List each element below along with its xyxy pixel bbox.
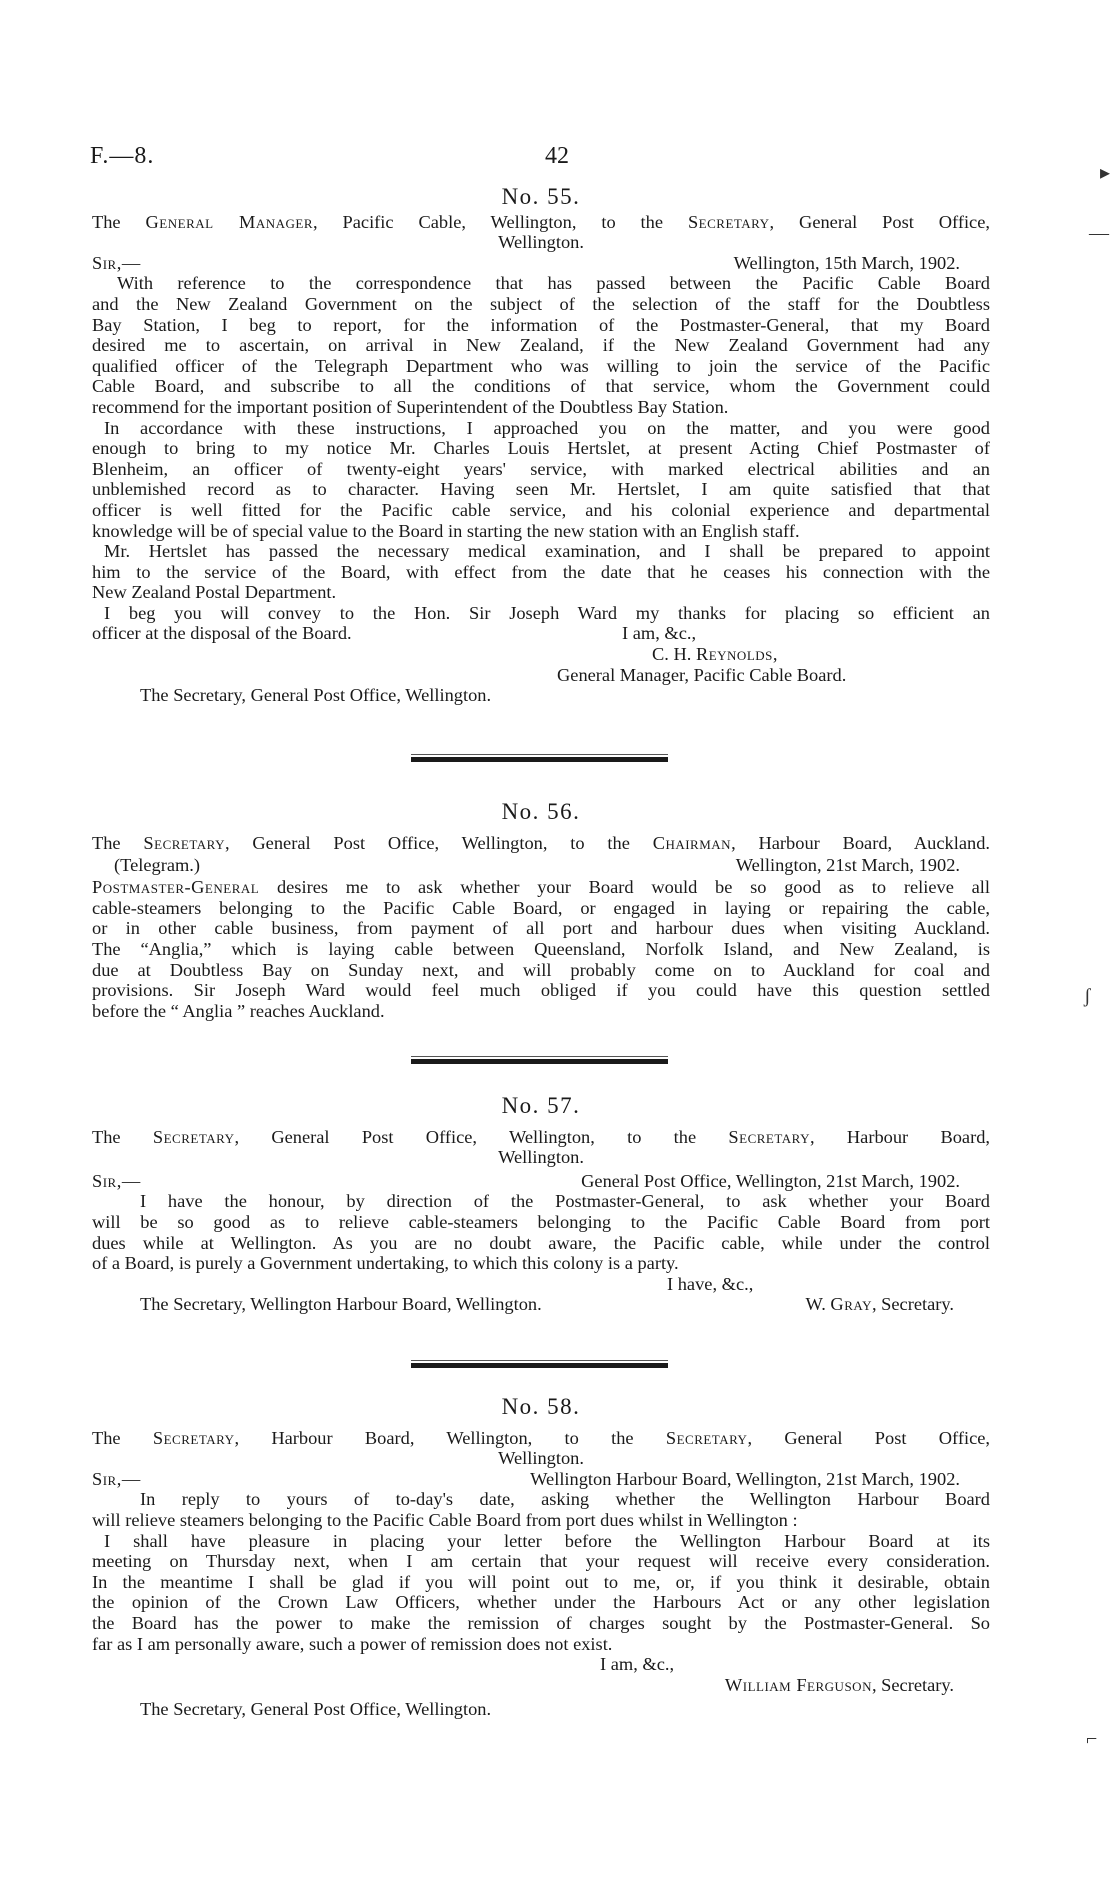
- telegram-row: [92, 855, 990, 877]
- body-line: In the meantime I shall be glad if you will point out to me, or, if you think it desirable, obtain: [92, 1571, 990, 1592]
- body-line: Postmaster-General desires me to ask whether your Board would be so good as to relieve all: [92, 877, 990, 898]
- body-line: of a Board, is purely a Government undertaking, to which this colony is a party.: [92, 1253, 679, 1274]
- page-number: 42: [545, 143, 569, 169]
- section-divider: [411, 1059, 668, 1064]
- body-line: cable-steamers belonging to the Pacific Cable Board, or engaged in laying or repairing the cable,: [92, 897, 990, 918]
- body-line: provisions. Sir Joseph Ward would feel much obliged if you could have this question settled: [92, 980, 990, 1001]
- letter-heading-cont: Wellington.: [498, 1147, 584, 1168]
- body-line: In reply to yours of to-day's date, asking whether the Wellington Harbour Board: [140, 1489, 990, 1510]
- letter-no-58: [92, 1394, 990, 1720]
- body-line: the opinion of the Crown Law Officers, whether under the Harbours Act or any other legislation: [92, 1592, 990, 1613]
- salutation: Sir,—: [92, 252, 141, 273]
- body-line: desired me to ascertain, on arrival in New Zealand, if the New Zealand Government had any: [92, 335, 990, 356]
- body-line: New Zealand Postal Department.: [92, 582, 337, 603]
- letter-title: No. 56.: [501, 799, 581, 824]
- body-line: With reference to the correspondence that has passed between the Pacific Cable Board: [117, 273, 990, 294]
- body-line: I shall have pleasure in placing your letter before the Wellington Harbour Board at its: [104, 1530, 990, 1551]
- letter-no-56: [92, 799, 990, 1021]
- body-line: Bay Station, I beg to report, for the information of the Postmaster-General, that my Board: [92, 314, 990, 335]
- body-line: will be so good as to relieve cable-steamers belonging to the Pacific Cable Board from port: [92, 1211, 990, 1232]
- body-line: due at Doubtless Bay on Sunday next, and will probably come on to Auckland for coal and: [92, 959, 990, 980]
- signatory: W. Gray, Secretary.: [805, 1294, 954, 1315]
- body-line: will relieve steamers belonging to the Pacific Cable Board from port dues whilst in Wellington :: [92, 1509, 798, 1530]
- body-line: or in other cable business, from payment of all port and harbour dues when visiting Auckland.: [92, 918, 990, 939]
- addressee: The Secretary, Wellington Harbour Board, Wellington.: [140, 1294, 542, 1315]
- addressee-row: [92, 1294, 990, 1315]
- salutation-row: [92, 253, 990, 274]
- body-line: enough to bring to my notice Mr. Charles Louis Hertslet, at present Acting Chief Postmaster of: [92, 438, 990, 459]
- margin-mark: ⌐: [1086, 1728, 1098, 1750]
- letter-heading: The Secretary, General Post Office, Wellington, to the Chairman, Harbour Board, Auckland.: [92, 832, 990, 853]
- body-line: In accordance with these instructions, I approached you on the matter, and you were good: [104, 417, 990, 438]
- letter-heading: The General Manager, Pacific Cable, Wellington, to the Secretary, General Post Office,: [92, 211, 990, 232]
- body-line: meeting on Thursday next, when I am certain that your request will receive every consideration.: [92, 1551, 990, 1572]
- dateline: Wellington, 15th March, 1902.: [733, 252, 960, 273]
- letter-heading-cont: Wellington.: [498, 232, 584, 253]
- signatory: William Ferguson, Secretary.: [724, 1674, 954, 1695]
- body-line: knowledge will be of special value to the Board in starting the new station with an English staff.: [92, 520, 800, 541]
- closing-row: [92, 623, 990, 644]
- letter-no-57: [92, 1093, 990, 1315]
- letter-title: No. 57.: [501, 1093, 581, 1118]
- closing: I am, &c.,: [622, 623, 697, 644]
- salutation-row: [92, 1171, 990, 1192]
- section-divider: [411, 1363, 668, 1368]
- letter-title: No. 55.: [501, 184, 581, 209]
- letter-title: No. 58.: [501, 1394, 581, 1419]
- body-line: Blenheim, an officer of twenty-eight years' service, with marked electrical abilities and an: [92, 458, 990, 479]
- dateline: Wellington Harbour Board, Wellington, 21st March, 1902.: [530, 1468, 960, 1489]
- telegram-label: (Telegram.): [114, 855, 201, 876]
- body-line: far as I am personally aware, such a power of remission does not exist.: [92, 1633, 613, 1654]
- body-line: officer at the disposal of the Board.: [92, 623, 352, 644]
- body-line: before the “ Anglia ” reaches Auckland.: [92, 1000, 385, 1021]
- letter-heading-cont: Wellington.: [498, 1448, 584, 1469]
- signatory-title: General Manager, Pacific Cable Board.: [557, 664, 847, 685]
- addressee: The Secretary, General Post Office, Wellington.: [140, 685, 492, 706]
- letter-heading: The Secretary, Harbour Board, Wellington, to the Secretary, General Post Office,: [92, 1427, 990, 1448]
- body-line: and the New Zealand Government on the subject of the selection of the staff for the Doubtless: [92, 293, 990, 314]
- body-line: Mr. Hertslet has passed the necessary medical examination, and I shall be prepared to appoint: [104, 541, 990, 562]
- addressee: The Secretary, General Post Office, Wellington.: [140, 1699, 492, 1720]
- body-line: qualified officer of the Telegraph Department who was willing to join the service of the Pacific: [92, 355, 990, 376]
- margin-mark: ▸: [1100, 162, 1111, 184]
- body-line: the Board has the power to make the remission of charges sought by the Postmaster-General. So: [92, 1612, 990, 1633]
- salutation: Sir,—: [92, 1468, 141, 1489]
- body-line: I beg you will convey to the Hon. Sir Joseph Ward my thanks for placing so efficient an: [104, 602, 990, 623]
- body-line: The “Anglia,” which is laying cable between Queensland, Norfolk Island, and New Zealand, is: [92, 938, 990, 959]
- margin-mark: —: [1089, 222, 1109, 244]
- salutation: Sir,—: [92, 1170, 141, 1191]
- margin-mark: ʃ: [1084, 985, 1091, 1007]
- salutation-row: [92, 1469, 990, 1490]
- closing: I have, &c.,: [667, 1273, 754, 1294]
- body-line: officer is well fitted for the Pacific cable service, and his colonial experience and departmental: [92, 499, 990, 520]
- dateline: Wellington, 21st March, 1902.: [735, 855, 960, 876]
- series-reference: F.—8.: [90, 143, 155, 169]
- letter-no-55: [92, 184, 990, 706]
- signatory: C. H. Reynolds,: [652, 644, 778, 665]
- body-line: him to the service of the Board, with effect from the date that he ceases his connection with the: [92, 561, 990, 582]
- body-line: dues while at Wellington. As you are no doubt aware, the Pacific cable, while under the control: [92, 1232, 990, 1253]
- dateline: General Post Office, Wellington, 21st March, 1902.: [581, 1170, 960, 1191]
- body-line: recommend for the important position of Superintendent of the Doubtless Bay Station.: [92, 396, 729, 417]
- body-line: I have the honour, by direction of the Postmaster-General, to ask whether your Board: [140, 1191, 990, 1212]
- letter-heading: The Secretary, General Post Office, Wellington, to the Secretary, Harbour Board,: [92, 1126, 990, 1147]
- section-divider: [411, 757, 668, 762]
- body-line: Cable Board, and subscribe to all the conditions of that service, whom the Government could: [92, 376, 990, 397]
- body-line: unblemished record as to character. Having seen Mr. Hertslet, I am quite satisfied that that: [92, 479, 990, 500]
- closing: I am, &c.,: [600, 1654, 675, 1675]
